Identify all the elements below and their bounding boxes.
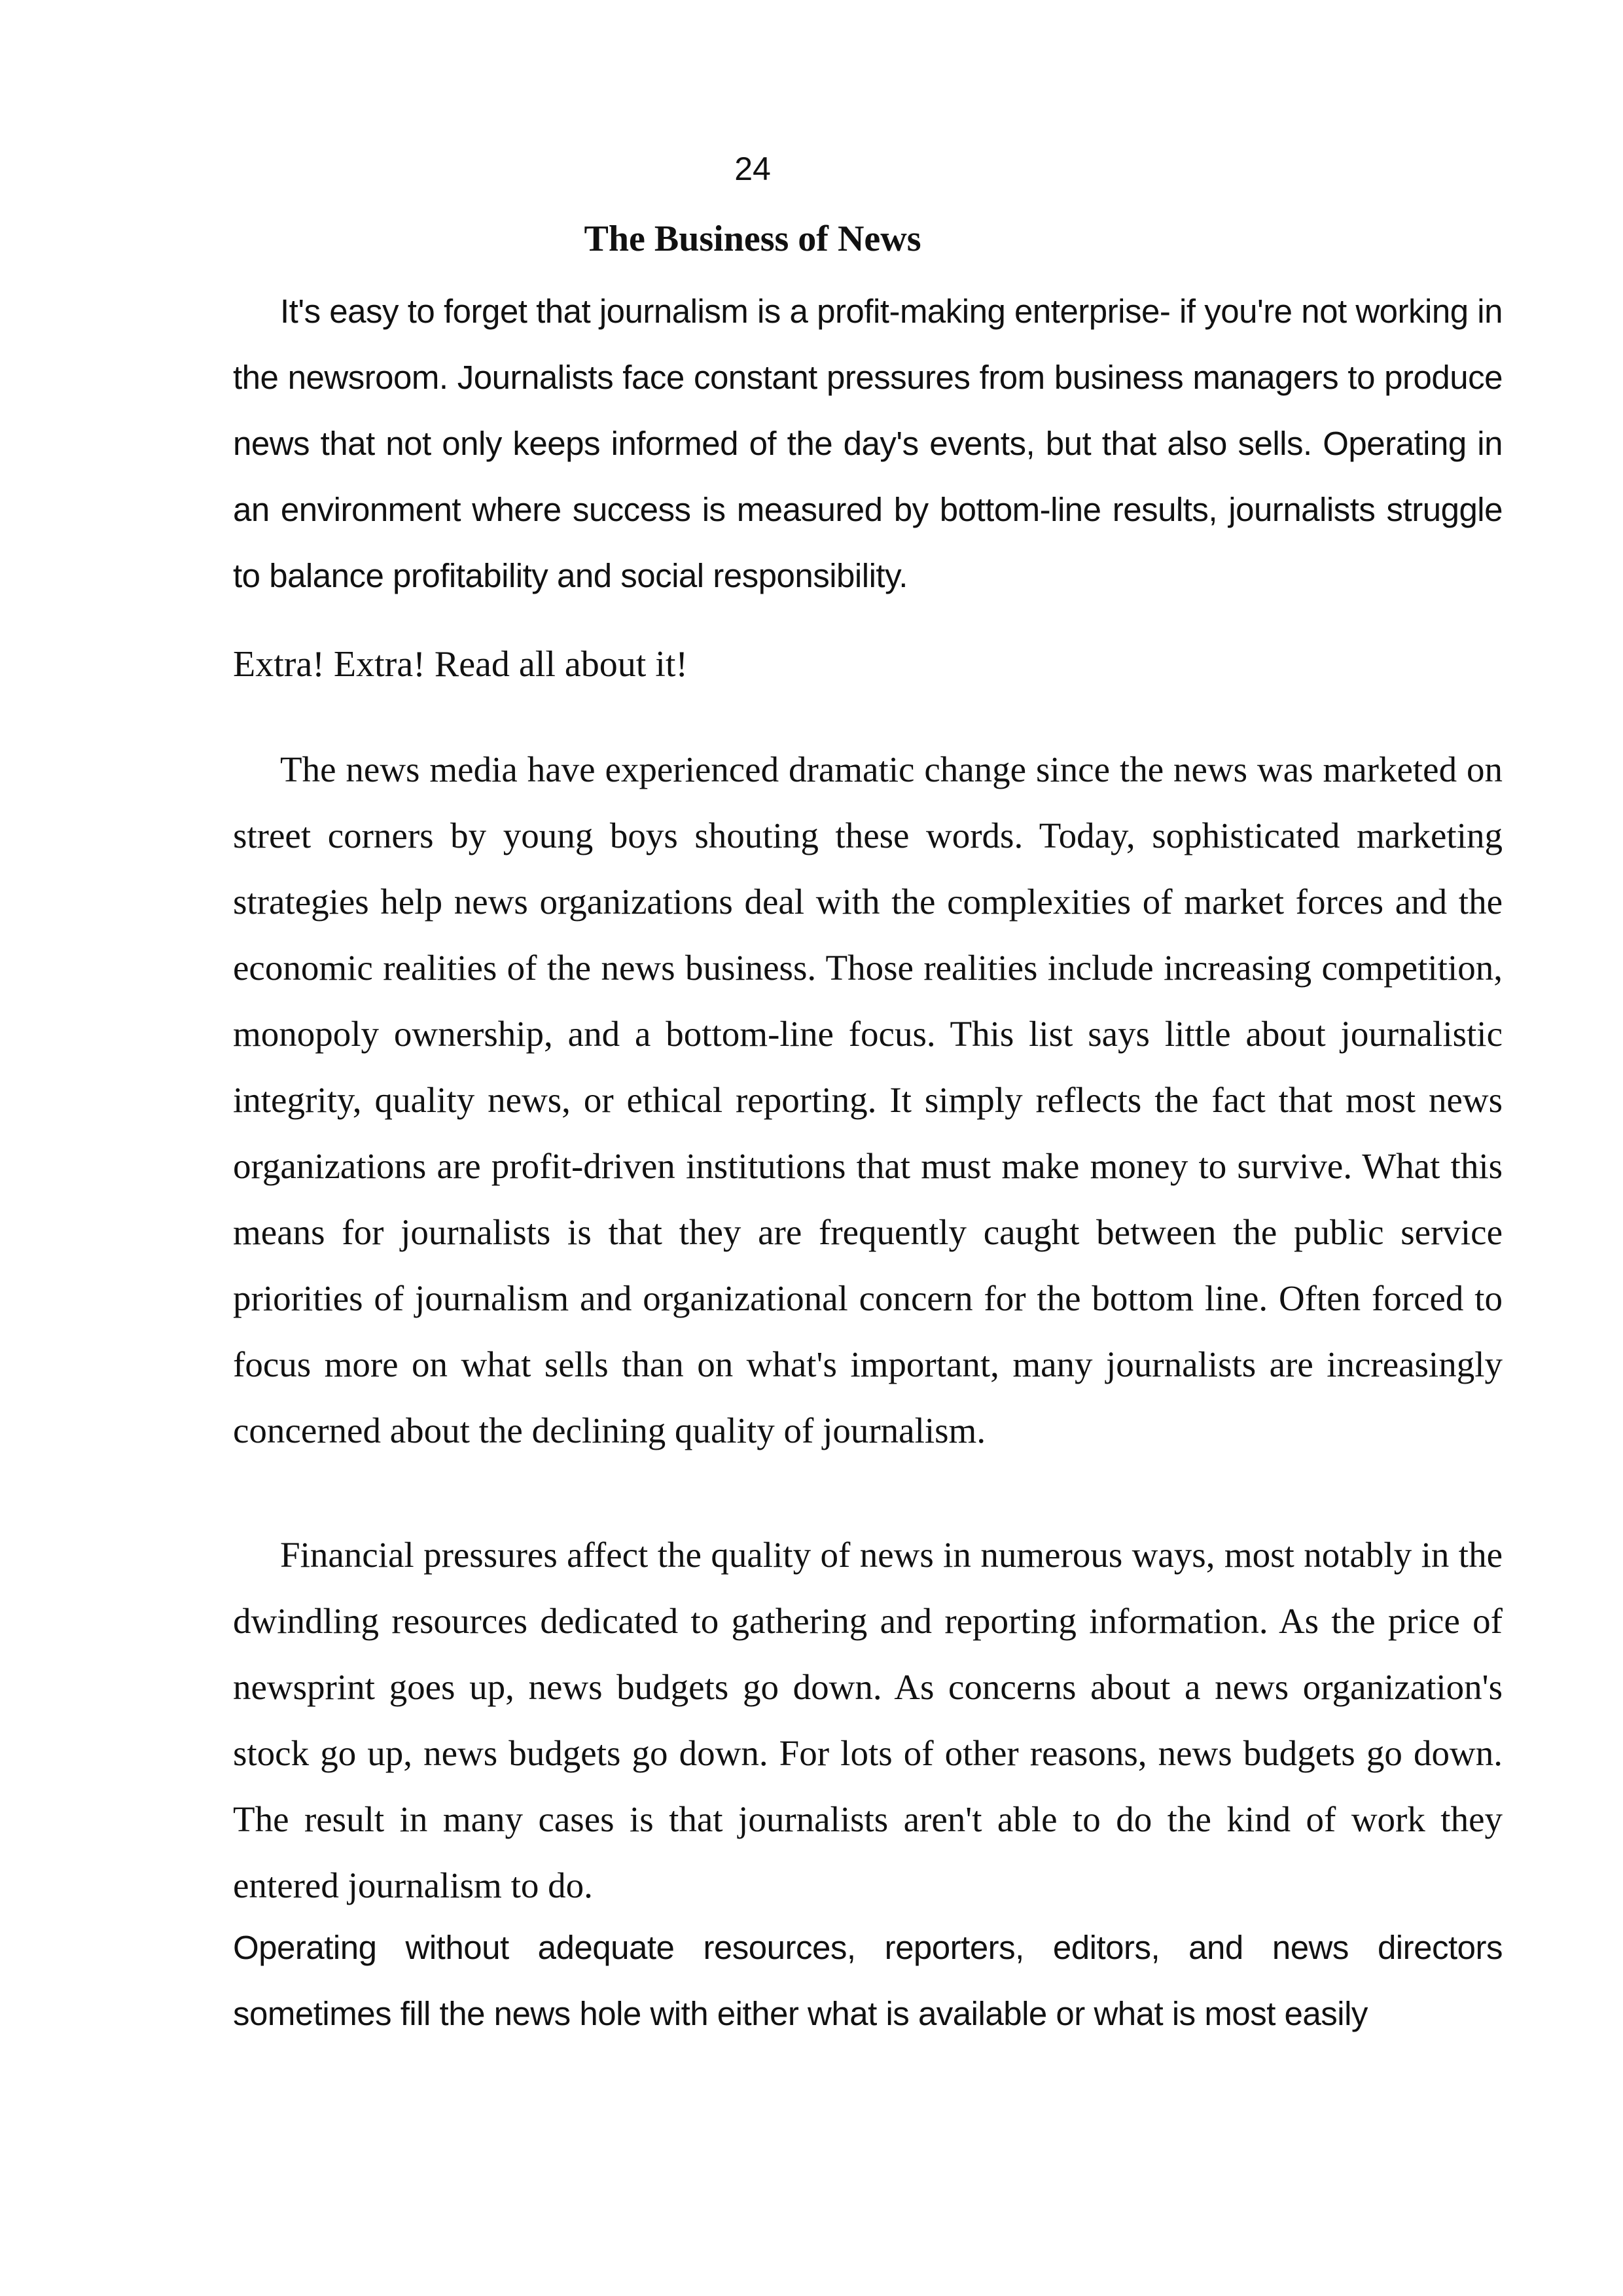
paragraph-news-media: The news media have experienced dramatic change since the news was marketed on street corners by young boys shouting these words. Today, sophisticated marketing strategies help news organizations deal with the complexities of market forces and the economic realities of the news business. Those realities include increasing competition, monopoly ownership, and a bottom-line focus. This list says little about journalistic integrity, quality news, or ethical reporting. It simply reflects the fact that most news organizations are profit-driven institutions that must make money to survive. What this means for journalists is that they are frequently caught between the public service priorities of journalism and organizational concern for the bottom line. Often forced to focus more on what sells than on what's important, many journalists are increasingly concerned about the declining quality of journalism. <box>233 749 1503 1450</box>
paragraph-financial-pressures: Financial pressures affect the quality of news in numerous ways, most notably in the dwindling resources dedicated to gathering and reporting information. As the price of newsprint goes up, news budgets go down. As concerns about a news organization's stock go up, news budgets go down. For lots of other reasons, news budgets go down. The result in many cases is that journalists aren't able to do the kind of work they entered journalism to do. <box>233 1535 1503 1905</box>
page-number: 24 <box>734 151 771 187</box>
paragraph-intro: It's easy to forget that journalism is a profit-making enterprise- if you're not working in the newsroom. Journalists face constant pressures from business managers to produce news that not only keeps informed of the day's events, but that also sells. Operating in an environment where success is measured by bottom-line results, journalists struggle to balance profitability and social responsibility. <box>233 293 1503 594</box>
paragraph-operating-without-resources: Operating without adequate resources, reporters, editors, and news directors sometimes fill the news hole with either what is available or what is most easily <box>233 1929 1503 2032</box>
section-subheading: Extra! Extra! Read all about it! <box>233 644 688 685</box>
page-title: The Business of News <box>584 219 921 259</box>
